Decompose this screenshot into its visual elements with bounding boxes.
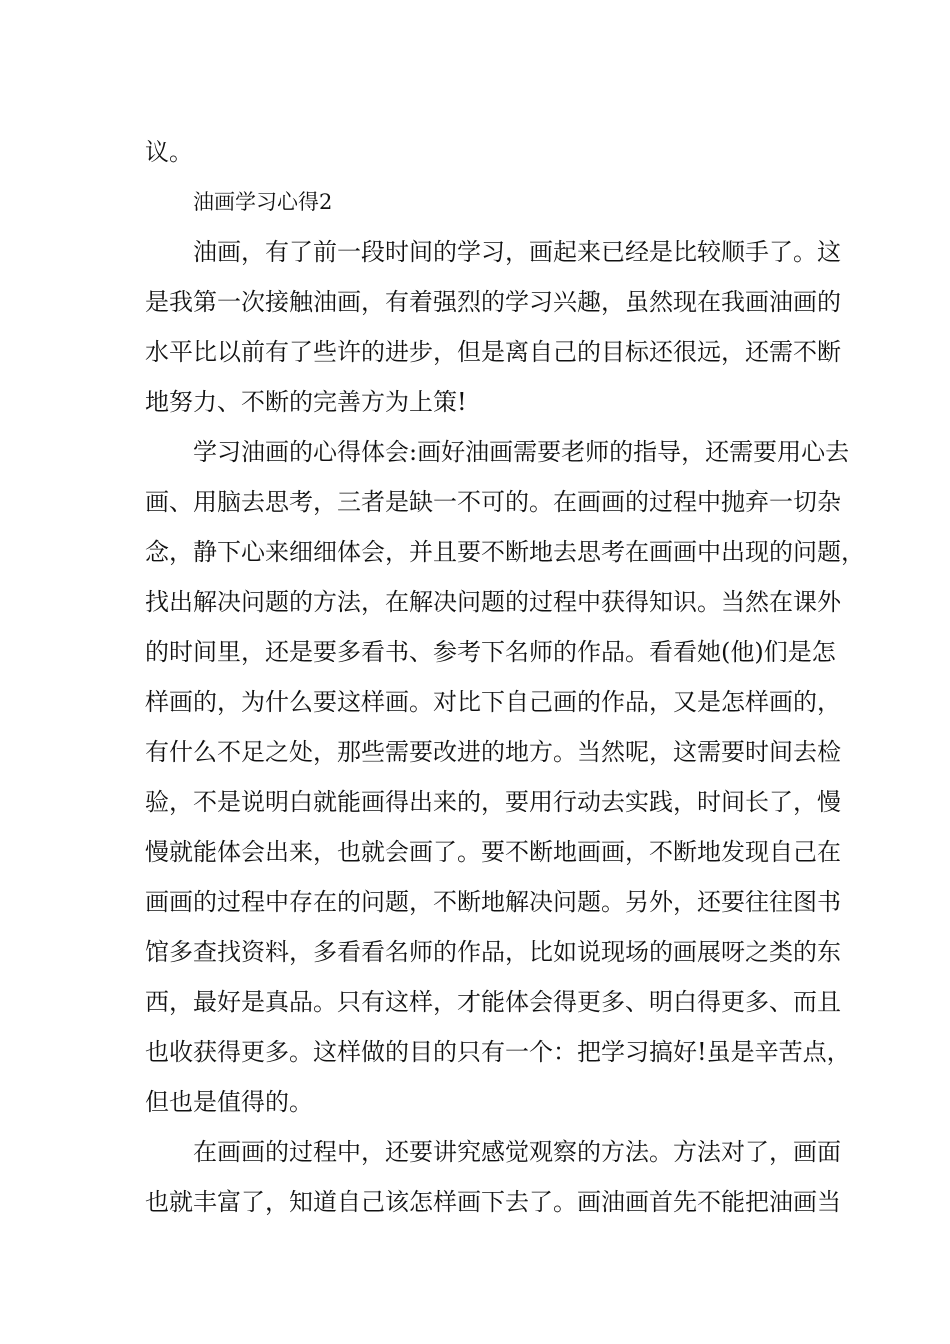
paragraph-2-line-13: 也收获得更多。这样做的目的只有一个：把学习搞好!虽是辛苦点， <box>145 1038 851 1066</box>
paragraph-2-line-2: 画、用脑去思考，三者是缺一不可的。在画画的过程中抛弃一切杂 <box>145 488 841 516</box>
paragraph-2-line-14: 但也是值得的。 <box>145 1088 313 1116</box>
paragraph-continuation-line: 议。 <box>145 138 193 166</box>
paragraph-2-line-11: 馆多查找资料，多看看名师的作品，比如说现场的画展呀之类的东 <box>145 938 841 966</box>
paragraph-2-line-3: 念，静下心来细细体会，并且要不断地去思考在画画中出现的问题， <box>145 538 865 566</box>
paragraph-2-line-4: 找出解决问题的方法，在解决问题的过程中获得知识。当然在课外 <box>145 588 841 616</box>
paragraph-2-line-10: 画画的过程中存在的问题，不断地解决问题。另外，还要往往图书 <box>145 888 841 916</box>
paragraph-1-line-1: 油画，有了前一段时间的学习，画起来已经是比较顺手了。这 <box>193 238 841 266</box>
paragraph-2-line-8: 验，不是说明白就能画得出来的，要用行动去实践，时间长了，慢 <box>145 788 841 816</box>
paragraph-2-line-5: 的时间里，还是要多看书、参考下名师的作品。看看她(他)们是怎 <box>145 638 836 666</box>
paragraph-2-line-6: 样画的，为什么要这样画。对比下自己画的作品，又是怎样画的， <box>145 688 841 716</box>
paragraph-2-line-1: 学习油画的心得体会:画好油画需要老师的指导，还需要用心去 <box>193 438 850 466</box>
paragraph-1-line-2: 是我第一次接触油画，有着强烈的学习兴趣，虽然现在我画油画的 <box>145 288 841 316</box>
paragraph-2-line-7: 有什么不足之处，那些需要改进的地方。当然呢，这需要时间去检 <box>145 738 841 766</box>
paragraph-2-line-12: 西，最好是真品。只有这样，才能体会得更多、明白得更多、而且 <box>145 988 841 1016</box>
section-heading: 油画学习心得2 <box>193 190 333 214</box>
paragraph-1-line-3: 水平比以前有了些许的进步，但是离自己的目标还很远，还需不断 <box>145 338 841 366</box>
paragraph-3-line-1: 在画画的过程中，还要讲究感觉观察的方法。方法对了，画面 <box>193 1138 841 1166</box>
paragraph-2-line-9: 慢就能体会出来，也就会画了。要不断地画画，不断地发现自己在 <box>145 838 841 866</box>
paragraph-3-line-2: 也就丰富了，知道自己该怎样画下去了。画油画首先不能把油画当 <box>145 1188 841 1216</box>
paragraph-1-line-4: 地努力、不断的完善方为上策! <box>145 388 467 416</box>
